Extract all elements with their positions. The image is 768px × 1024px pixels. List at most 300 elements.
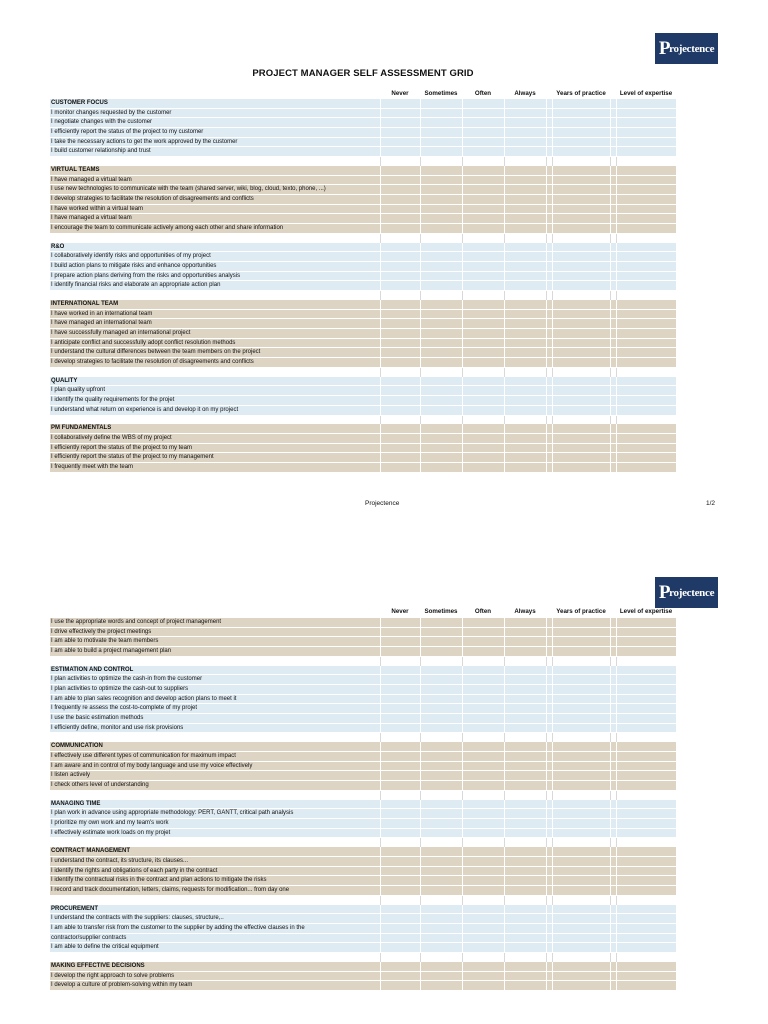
- rating-cell-years-of-practice[interactable]: [552, 377, 610, 387]
- rating-cell-years-of-practice[interactable]: [552, 809, 610, 819]
- rating-cell-level-of-expertise[interactable]: [616, 348, 676, 358]
- rating-cell-never[interactable]: [380, 847, 420, 857]
- rating-cell-years-of-practice[interactable]: [552, 666, 610, 676]
- rating-cell-often[interactable]: [462, 628, 504, 638]
- rating-cell-never[interactable]: [380, 867, 420, 877]
- rating-cell-always[interactable]: [504, 618, 546, 628]
- rating-cell-sometimes[interactable]: [420, 771, 462, 781]
- rating-cell-years-of-practice[interactable]: [552, 943, 610, 953]
- rating-cell-years-of-practice[interactable]: [552, 800, 610, 810]
- rating-cell-years-of-practice[interactable]: [552, 272, 610, 282]
- rating-cell-often[interactable]: [462, 886, 504, 896]
- rating-cell-often[interactable]: [462, 348, 504, 358]
- rating-cell-years-of-practice[interactable]: [552, 962, 610, 972]
- rating-cell-always[interactable]: [504, 262, 546, 272]
- rating-cell-always[interactable]: [504, 319, 546, 329]
- rating-cell-often[interactable]: [462, 924, 504, 934]
- rating-cell-never[interactable]: [380, 809, 420, 819]
- rating-cell-years-of-practice[interactable]: [552, 647, 610, 657]
- rating-cell-level-of-expertise[interactable]: [616, 685, 676, 695]
- rating-cell-often[interactable]: [462, 463, 504, 473]
- rating-cell-level-of-expertise[interactable]: [616, 99, 676, 109]
- rating-cell-sometimes[interactable]: [420, 358, 462, 368]
- rating-cell-never[interactable]: [380, 339, 420, 349]
- rating-cell-often[interactable]: [462, 109, 504, 119]
- rating-cell-always[interactable]: [504, 781, 546, 791]
- rating-cell-years-of-practice[interactable]: [552, 829, 610, 839]
- rating-cell-level-of-expertise[interactable]: [616, 185, 676, 195]
- rating-cell-sometimes[interactable]: [420, 675, 462, 685]
- rating-cell-often[interactable]: [462, 300, 504, 310]
- rating-cell-sometimes[interactable]: [420, 453, 462, 463]
- rating-cell-always[interactable]: [504, 857, 546, 867]
- rating-cell-always[interactable]: [504, 867, 546, 877]
- rating-cell-level-of-expertise[interactable]: [616, 809, 676, 819]
- rating-cell-sometimes[interactable]: [420, 224, 462, 234]
- rating-cell-never[interactable]: [380, 109, 420, 119]
- rating-cell-years-of-practice[interactable]: [552, 147, 610, 157]
- rating-cell-years-of-practice[interactable]: [552, 972, 610, 982]
- rating-cell-never[interactable]: [380, 214, 420, 224]
- rating-cell-often[interactable]: [462, 800, 504, 810]
- rating-cell-sometimes[interactable]: [420, 195, 462, 205]
- rating-cell-never[interactable]: [380, 138, 420, 148]
- rating-cell-years-of-practice[interactable]: [552, 329, 610, 339]
- rating-cell-often[interactable]: [462, 637, 504, 647]
- rating-cell-never[interactable]: [380, 463, 420, 473]
- rating-cell-always[interactable]: [504, 224, 546, 234]
- rating-cell-never[interactable]: [380, 628, 420, 638]
- rating-cell-often[interactable]: [462, 99, 504, 109]
- rating-cell-years-of-practice[interactable]: [552, 319, 610, 329]
- rating-cell-level-of-expertise[interactable]: [616, 358, 676, 368]
- rating-cell-always[interactable]: [504, 809, 546, 819]
- rating-cell-always[interactable]: [504, 981, 546, 991]
- rating-cell-always[interactable]: [504, 914, 546, 924]
- rating-cell-often[interactable]: [462, 329, 504, 339]
- rating-cell-always[interactable]: [504, 138, 546, 148]
- rating-cell-sometimes[interactable]: [420, 406, 462, 416]
- rating-cell-often[interactable]: [462, 695, 504, 705]
- rating-cell-often[interactable]: [462, 943, 504, 953]
- rating-cell-years-of-practice[interactable]: [552, 618, 610, 628]
- rating-cell-years-of-practice[interactable]: [552, 453, 610, 463]
- rating-cell-often[interactable]: [462, 205, 504, 215]
- rating-cell-sometimes[interactable]: [420, 281, 462, 291]
- rating-cell-never[interactable]: [380, 857, 420, 867]
- rating-cell-always[interactable]: [504, 329, 546, 339]
- rating-cell-sometimes[interactable]: [420, 781, 462, 791]
- rating-cell-often[interactable]: [462, 138, 504, 148]
- rating-cell-years-of-practice[interactable]: [552, 444, 610, 454]
- rating-cell-always[interactable]: [504, 819, 546, 829]
- rating-cell-never[interactable]: [380, 714, 420, 724]
- rating-cell-often[interactable]: [462, 714, 504, 724]
- rating-cell-level-of-expertise[interactable]: [616, 128, 676, 138]
- rating-cell-never[interactable]: [380, 310, 420, 320]
- rating-cell-never[interactable]: [380, 819, 420, 829]
- rating-cell-years-of-practice[interactable]: [552, 205, 610, 215]
- rating-cell-level-of-expertise[interactable]: [616, 781, 676, 791]
- rating-cell-always[interactable]: [504, 637, 546, 647]
- rating-cell-never[interactable]: [380, 762, 420, 772]
- rating-cell-often[interactable]: [462, 972, 504, 982]
- rating-cell-always[interactable]: [504, 771, 546, 781]
- rating-cell-never[interactable]: [380, 675, 420, 685]
- rating-cell-never[interactable]: [380, 205, 420, 215]
- rating-cell-level-of-expertise[interactable]: [616, 876, 676, 886]
- rating-cell-sometimes[interactable]: [420, 666, 462, 676]
- rating-cell-always[interactable]: [504, 934, 546, 944]
- rating-cell-sometimes[interactable]: [420, 742, 462, 752]
- rating-cell-never[interactable]: [380, 685, 420, 695]
- rating-cell-level-of-expertise[interactable]: [616, 847, 676, 857]
- rating-cell-sometimes[interactable]: [420, 262, 462, 272]
- rating-cell-never[interactable]: [380, 666, 420, 676]
- rating-cell-sometimes[interactable]: [420, 829, 462, 839]
- rating-cell-often[interactable]: [462, 685, 504, 695]
- rating-cell-level-of-expertise[interactable]: [616, 704, 676, 714]
- rating-cell-sometimes[interactable]: [420, 185, 462, 195]
- rating-cell-always[interactable]: [504, 358, 546, 368]
- rating-cell-never[interactable]: [380, 695, 420, 705]
- rating-cell-often[interactable]: [462, 962, 504, 972]
- rating-cell-often[interactable]: [462, 453, 504, 463]
- rating-cell-sometimes[interactable]: [420, 128, 462, 138]
- rating-cell-years-of-practice[interactable]: [552, 781, 610, 791]
- rating-cell-years-of-practice[interactable]: [552, 905, 610, 915]
- rating-cell-level-of-expertise[interactable]: [616, 886, 676, 896]
- rating-cell-level-of-expertise[interactable]: [616, 386, 676, 396]
- rating-cell-never[interactable]: [380, 924, 420, 934]
- rating-cell-sometimes[interactable]: [420, 819, 462, 829]
- rating-cell-years-of-practice[interactable]: [552, 981, 610, 991]
- rating-cell-always[interactable]: [504, 424, 546, 434]
- rating-cell-always[interactable]: [504, 714, 546, 724]
- rating-cell-level-of-expertise[interactable]: [616, 329, 676, 339]
- rating-cell-never[interactable]: [380, 358, 420, 368]
- rating-cell-level-of-expertise[interactable]: [616, 934, 676, 944]
- rating-cell-sometimes[interactable]: [420, 109, 462, 119]
- rating-cell-level-of-expertise[interactable]: [616, 914, 676, 924]
- rating-cell-always[interactable]: [504, 695, 546, 705]
- rating-cell-never[interactable]: [380, 962, 420, 972]
- rating-cell-years-of-practice[interactable]: [552, 243, 610, 253]
- rating-cell-sometimes[interactable]: [420, 396, 462, 406]
- rating-cell-level-of-expertise[interactable]: [616, 742, 676, 752]
- rating-cell-years-of-practice[interactable]: [552, 224, 610, 234]
- rating-cell-level-of-expertise[interactable]: [616, 857, 676, 867]
- rating-cell-level-of-expertise[interactable]: [616, 829, 676, 839]
- rating-cell-years-of-practice[interactable]: [552, 310, 610, 320]
- rating-cell-always[interactable]: [504, 118, 546, 128]
- rating-cell-often[interactable]: [462, 771, 504, 781]
- rating-cell-years-of-practice[interactable]: [552, 914, 610, 924]
- rating-cell-always[interactable]: [504, 675, 546, 685]
- rating-cell-level-of-expertise[interactable]: [616, 618, 676, 628]
- rating-cell-never[interactable]: [380, 444, 420, 454]
- rating-cell-sometimes[interactable]: [420, 243, 462, 253]
- rating-cell-often[interactable]: [462, 147, 504, 157]
- rating-cell-never[interactable]: [380, 329, 420, 339]
- rating-cell-always[interactable]: [504, 962, 546, 972]
- rating-cell-always[interactable]: [504, 762, 546, 772]
- rating-cell-years-of-practice[interactable]: [552, 99, 610, 109]
- rating-cell-years-of-practice[interactable]: [552, 252, 610, 262]
- rating-cell-always[interactable]: [504, 647, 546, 657]
- rating-cell-always[interactable]: [504, 905, 546, 915]
- rating-cell-never[interactable]: [380, 637, 420, 647]
- rating-cell-sometimes[interactable]: [420, 138, 462, 148]
- rating-cell-never[interactable]: [380, 147, 420, 157]
- rating-cell-always[interactable]: [504, 147, 546, 157]
- rating-cell-sometimes[interactable]: [420, 118, 462, 128]
- rating-cell-level-of-expertise[interactable]: [616, 628, 676, 638]
- rating-cell-sometimes[interactable]: [420, 424, 462, 434]
- rating-cell-often[interactable]: [462, 809, 504, 819]
- rating-cell-often[interactable]: [462, 847, 504, 857]
- rating-cell-often[interactable]: [462, 252, 504, 262]
- rating-cell-always[interactable]: [504, 377, 546, 387]
- rating-cell-often[interactable]: [462, 876, 504, 886]
- rating-cell-level-of-expertise[interactable]: [616, 695, 676, 705]
- rating-cell-always[interactable]: [504, 666, 546, 676]
- rating-cell-always[interactable]: [504, 109, 546, 119]
- rating-cell-years-of-practice[interactable]: [552, 406, 610, 416]
- rating-cell-always[interactable]: [504, 339, 546, 349]
- rating-cell-level-of-expertise[interactable]: [616, 762, 676, 772]
- rating-cell-always[interactable]: [504, 886, 546, 896]
- rating-cell-level-of-expertise[interactable]: [616, 243, 676, 253]
- rating-cell-never[interactable]: [380, 972, 420, 982]
- rating-cell-never[interactable]: [380, 128, 420, 138]
- rating-cell-always[interactable]: [504, 396, 546, 406]
- rating-cell-sometimes[interactable]: [420, 618, 462, 628]
- rating-cell-years-of-practice[interactable]: [552, 118, 610, 128]
- rating-cell-often[interactable]: [462, 424, 504, 434]
- rating-cell-often[interactable]: [462, 339, 504, 349]
- rating-cell-sometimes[interactable]: [420, 252, 462, 262]
- rating-cell-sometimes[interactable]: [420, 637, 462, 647]
- rating-cell-sometimes[interactable]: [420, 876, 462, 886]
- rating-cell-years-of-practice[interactable]: [552, 867, 610, 877]
- rating-cell-sometimes[interactable]: [420, 943, 462, 953]
- rating-cell-level-of-expertise[interactable]: [616, 867, 676, 877]
- rating-cell-never[interactable]: [380, 742, 420, 752]
- rating-cell-never[interactable]: [380, 453, 420, 463]
- rating-cell-never[interactable]: [380, 934, 420, 944]
- rating-cell-level-of-expertise[interactable]: [616, 819, 676, 829]
- rating-cell-years-of-practice[interactable]: [552, 300, 610, 310]
- rating-cell-never[interactable]: [380, 185, 420, 195]
- rating-cell-sometimes[interactable]: [420, 800, 462, 810]
- rating-cell-always[interactable]: [504, 348, 546, 358]
- rating-cell-often[interactable]: [462, 724, 504, 734]
- rating-cell-years-of-practice[interactable]: [552, 185, 610, 195]
- rating-cell-often[interactable]: [462, 214, 504, 224]
- rating-cell-always[interactable]: [504, 128, 546, 138]
- rating-cell-always[interactable]: [504, 685, 546, 695]
- rating-cell-level-of-expertise[interactable]: [616, 310, 676, 320]
- rating-cell-years-of-practice[interactable]: [552, 166, 610, 176]
- rating-cell-sometimes[interactable]: [420, 377, 462, 387]
- rating-cell-never[interactable]: [380, 943, 420, 953]
- rating-cell-never[interactable]: [380, 300, 420, 310]
- rating-cell-years-of-practice[interactable]: [552, 214, 610, 224]
- rating-cell-level-of-expertise[interactable]: [616, 195, 676, 205]
- rating-cell-level-of-expertise[interactable]: [616, 339, 676, 349]
- rating-cell-sometimes[interactable]: [420, 628, 462, 638]
- rating-cell-often[interactable]: [462, 195, 504, 205]
- rating-cell-always[interactable]: [504, 463, 546, 473]
- rating-cell-sometimes[interactable]: [420, 434, 462, 444]
- rating-cell-often[interactable]: [462, 675, 504, 685]
- rating-cell-often[interactable]: [462, 272, 504, 282]
- rating-cell-never[interactable]: [380, 829, 420, 839]
- rating-cell-never[interactable]: [380, 876, 420, 886]
- rating-cell-sometimes[interactable]: [420, 914, 462, 924]
- rating-cell-years-of-practice[interactable]: [552, 128, 610, 138]
- rating-cell-years-of-practice[interactable]: [552, 704, 610, 714]
- rating-cell-often[interactable]: [462, 396, 504, 406]
- rating-cell-never[interactable]: [380, 800, 420, 810]
- rating-cell-years-of-practice[interactable]: [552, 924, 610, 934]
- rating-cell-often[interactable]: [462, 377, 504, 387]
- rating-cell-never[interactable]: [380, 252, 420, 262]
- rating-cell-never[interactable]: [380, 348, 420, 358]
- rating-cell-never[interactable]: [380, 377, 420, 387]
- rating-cell-never[interactable]: [380, 618, 420, 628]
- rating-cell-never[interactable]: [380, 272, 420, 282]
- rating-cell-level-of-expertise[interactable]: [616, 281, 676, 291]
- rating-cell-never[interactable]: [380, 243, 420, 253]
- rating-cell-level-of-expertise[interactable]: [616, 176, 676, 186]
- rating-cell-years-of-practice[interactable]: [552, 628, 610, 638]
- rating-cell-often[interactable]: [462, 176, 504, 186]
- rating-cell-often[interactable]: [462, 319, 504, 329]
- rating-cell-never[interactable]: [380, 262, 420, 272]
- rating-cell-never[interactable]: [380, 771, 420, 781]
- rating-cell-sometimes[interactable]: [420, 214, 462, 224]
- rating-cell-level-of-expertise[interactable]: [616, 647, 676, 657]
- rating-cell-sometimes[interactable]: [420, 714, 462, 724]
- rating-cell-never[interactable]: [380, 406, 420, 416]
- rating-cell-level-of-expertise[interactable]: [616, 800, 676, 810]
- rating-cell-never[interactable]: [380, 434, 420, 444]
- rating-cell-level-of-expertise[interactable]: [616, 434, 676, 444]
- rating-cell-sometimes[interactable]: [420, 962, 462, 972]
- rating-cell-years-of-practice[interactable]: [552, 847, 610, 857]
- rating-cell-level-of-expertise[interactable]: [616, 319, 676, 329]
- rating-cell-always[interactable]: [504, 847, 546, 857]
- rating-cell-never[interactable]: [380, 647, 420, 657]
- rating-cell-level-of-expertise[interactable]: [616, 118, 676, 128]
- rating-cell-level-of-expertise[interactable]: [616, 752, 676, 762]
- rating-cell-level-of-expertise[interactable]: [616, 943, 676, 953]
- rating-cell-level-of-expertise[interactable]: [616, 924, 676, 934]
- rating-cell-sometimes[interactable]: [420, 339, 462, 349]
- rating-cell-always[interactable]: [504, 752, 546, 762]
- rating-cell-years-of-practice[interactable]: [552, 339, 610, 349]
- rating-cell-never[interactable]: [380, 781, 420, 791]
- rating-cell-often[interactable]: [462, 867, 504, 877]
- rating-cell-sometimes[interactable]: [420, 300, 462, 310]
- rating-cell-level-of-expertise[interactable]: [616, 637, 676, 647]
- rating-cell-level-of-expertise[interactable]: [616, 406, 676, 416]
- rating-cell-years-of-practice[interactable]: [552, 109, 610, 119]
- rating-cell-level-of-expertise[interactable]: [616, 272, 676, 282]
- rating-cell-years-of-practice[interactable]: [552, 138, 610, 148]
- rating-cell-always[interactable]: [504, 972, 546, 982]
- rating-cell-often[interactable]: [462, 781, 504, 791]
- rating-cell-level-of-expertise[interactable]: [616, 252, 676, 262]
- rating-cell-always[interactable]: [504, 310, 546, 320]
- rating-cell-always[interactable]: [504, 272, 546, 282]
- rating-cell-level-of-expertise[interactable]: [616, 262, 676, 272]
- rating-cell-sometimes[interactable]: [420, 695, 462, 705]
- rating-cell-level-of-expertise[interactable]: [616, 224, 676, 234]
- rating-cell-sometimes[interactable]: [420, 972, 462, 982]
- rating-cell-years-of-practice[interactable]: [552, 396, 610, 406]
- rating-cell-often[interactable]: [462, 704, 504, 714]
- rating-cell-often[interactable]: [462, 752, 504, 762]
- rating-cell-often[interactable]: [462, 762, 504, 772]
- rating-cell-sometimes[interactable]: [420, 924, 462, 934]
- rating-cell-sometimes[interactable]: [420, 752, 462, 762]
- rating-cell-years-of-practice[interactable]: [552, 742, 610, 752]
- rating-cell-often[interactable]: [462, 310, 504, 320]
- rating-cell-sometimes[interactable]: [420, 99, 462, 109]
- rating-cell-years-of-practice[interactable]: [552, 176, 610, 186]
- rating-cell-never[interactable]: [380, 886, 420, 896]
- rating-cell-often[interactable]: [462, 166, 504, 176]
- rating-cell-often[interactable]: [462, 281, 504, 291]
- rating-cell-always[interactable]: [504, 205, 546, 215]
- rating-cell-never[interactable]: [380, 396, 420, 406]
- rating-cell-years-of-practice[interactable]: [552, 281, 610, 291]
- rating-cell-always[interactable]: [504, 252, 546, 262]
- rating-cell-sometimes[interactable]: [420, 762, 462, 772]
- rating-cell-always[interactable]: [504, 800, 546, 810]
- rating-cell-never[interactable]: [380, 424, 420, 434]
- rating-cell-level-of-expertise[interactable]: [616, 905, 676, 915]
- rating-cell-often[interactable]: [462, 905, 504, 915]
- rating-cell-always[interactable]: [504, 924, 546, 934]
- rating-cell-always[interactable]: [504, 185, 546, 195]
- rating-cell-sometimes[interactable]: [420, 205, 462, 215]
- rating-cell-always[interactable]: [504, 444, 546, 454]
- rating-cell-level-of-expertise[interactable]: [616, 972, 676, 982]
- rating-cell-level-of-expertise[interactable]: [616, 300, 676, 310]
- rating-cell-always[interactable]: [504, 281, 546, 291]
- rating-cell-years-of-practice[interactable]: [552, 358, 610, 368]
- rating-cell-level-of-expertise[interactable]: [616, 205, 676, 215]
- rating-cell-years-of-practice[interactable]: [552, 857, 610, 867]
- rating-cell-sometimes[interactable]: [420, 166, 462, 176]
- rating-cell-always[interactable]: [504, 628, 546, 638]
- rating-cell-never[interactable]: [380, 981, 420, 991]
- rating-cell-level-of-expertise[interactable]: [616, 453, 676, 463]
- rating-cell-never[interactable]: [380, 176, 420, 186]
- rating-cell-often[interactable]: [462, 243, 504, 253]
- rating-cell-often[interactable]: [462, 647, 504, 657]
- rating-cell-never[interactable]: [380, 319, 420, 329]
- rating-cell-years-of-practice[interactable]: [552, 886, 610, 896]
- rating-cell-never[interactable]: [380, 752, 420, 762]
- rating-cell-years-of-practice[interactable]: [552, 424, 610, 434]
- rating-cell-always[interactable]: [504, 214, 546, 224]
- rating-cell-sometimes[interactable]: [420, 867, 462, 877]
